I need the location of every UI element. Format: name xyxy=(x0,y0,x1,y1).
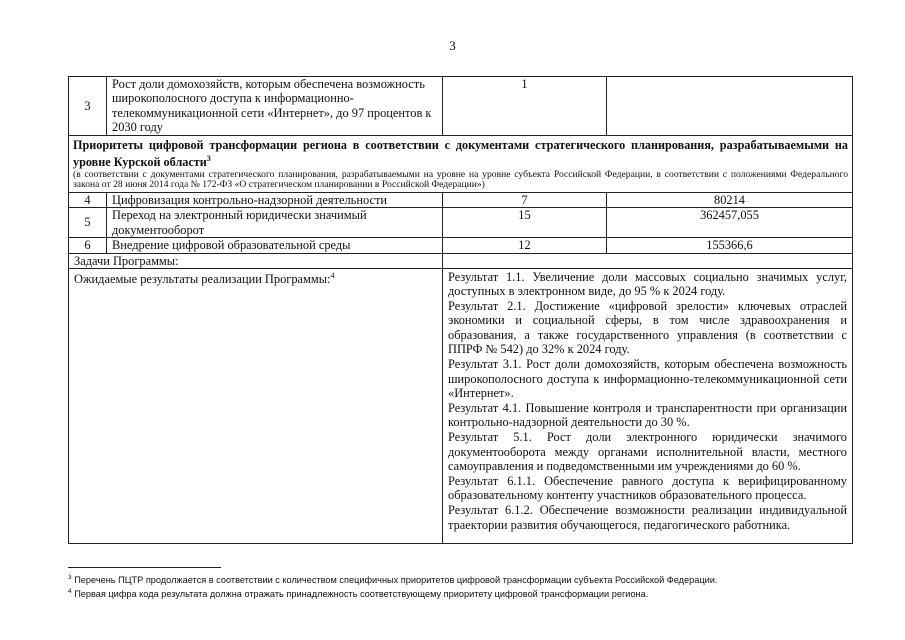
footnote-mark: 4 xyxy=(330,270,335,280)
footnote-text: Перечень ПЦТР продолжается в соответствии с количеством специфичных приоритетов цифровой трансформации субъекта Российской Федерации. xyxy=(74,575,718,586)
priority-header-row xyxy=(69,135,853,192)
program-table xyxy=(68,76,853,544)
result-item: Результат 2.1. Достижение «цифровой зрелости» ключевых отраслей экономики и социальной сферы, в том числе здравоохранения и образования, а также государственного управления (в соответствии с ППРФ № 542) до 32% к 2024 году. xyxy=(448,298,847,357)
row-value-1: 7 xyxy=(443,192,607,207)
row-value-2: 155366,6 xyxy=(607,238,853,253)
results-list xyxy=(448,269,847,533)
row-number: 5 xyxy=(69,208,107,238)
footnote xyxy=(68,572,868,586)
result-item: Результат 5.1. Рост доли электронного юридически значимого документооборота между органами исполнительной власти, местного самоуправления и подведомственными им учреждениями до 60 %. xyxy=(448,430,847,474)
table-row xyxy=(69,77,853,136)
row-text: Переход на электронный юридически значимый документооборот xyxy=(107,208,443,238)
result-item: Результат 6.1.2. Обеспечение возможности реализации индивидуальной траектории развития обучающегося, педагогического работника. xyxy=(448,503,847,532)
results-label-cell xyxy=(69,268,443,543)
results-cell xyxy=(443,268,853,543)
footnotes xyxy=(68,572,868,600)
result-item: Результат 3.1. Рост доли домохозяйств, которым обеспечена возможность широкополосного доступа к информационно-телекоммуникационной сети «Интернет». xyxy=(448,357,847,401)
row-value-1: 12 xyxy=(443,238,607,253)
footnote-mark: 3 xyxy=(68,574,72,581)
table-row xyxy=(69,238,853,253)
tasks-value xyxy=(443,253,853,268)
footnote xyxy=(68,586,868,600)
priority-title: Приоритеты цифровой трансформации региона в соответствии с документами стратегического планирования, разрабатываемыми на уровне Курской области$^3$ xyxy=(73,137,848,169)
footnote-text: Первая цифра кода результата должна отражать принадлежность соответствующему приоритету цифровой трансформации региона. xyxy=(74,589,649,600)
tasks-row xyxy=(69,253,853,268)
priority-note: (в соответствии с документами стратегического планирования, разрабатываемыми на уровне на уровне субъекта Российской Федерации, в соответствии с положениями Федерального закона от 28 июня 2014 года № 172-ФЗ «О стратегическом планировании в Российской Федерации») xyxy=(73,168,848,191)
row-value-2: 80214 xyxy=(607,192,853,207)
footnote-divider xyxy=(68,567,221,568)
result-item: Результат 4.1. Повышение контроля и транспарентности при организации контрольно-надзорной деятельности до 30 %. xyxy=(448,400,847,430)
result-item: Результат 6.1.1. Обеспечение равного доступа к верифицированному образовательному контенту участников образовательного процесса. xyxy=(448,473,847,503)
row-value-1: 15 xyxy=(443,208,607,238)
result-item: Результат 1.1. Увеличение доли массовых социально значимых услуг, доступных в электронном виде, до 95 % к 2024 году. xyxy=(448,269,847,299)
row-number: 4 xyxy=(69,192,107,207)
row-text: Рост доли домохозяйств, которым обеспечена возможность широкополосного доступа к информационно-телекоммуникационной сети «Интернет», до 97 процентов к 2030 году xyxy=(107,77,443,136)
row-number: 6 xyxy=(69,238,107,253)
page-number: 3 xyxy=(449,38,456,53)
table-row xyxy=(69,192,853,207)
footnote-mark: 4 xyxy=(68,588,72,596)
row-number: 3 xyxy=(69,77,107,136)
results-row xyxy=(69,268,853,543)
row-value-2: 362457,055 xyxy=(607,208,853,238)
footnote-mark: 3 xyxy=(206,153,211,163)
row-text: Внедрение цифровой образовательной среды xyxy=(107,238,443,253)
table-row xyxy=(69,208,853,238)
row-value-2 xyxy=(607,77,853,136)
tasks-label: Задачи Программы: xyxy=(69,253,443,268)
results-label: Ожидаемые результаты реализации Программы: xyxy=(74,271,331,286)
priority-header xyxy=(69,135,853,192)
row-text: Цифровизация контрольно-надзорной деятельности xyxy=(107,192,443,207)
row-value-1: 1 xyxy=(443,77,607,136)
